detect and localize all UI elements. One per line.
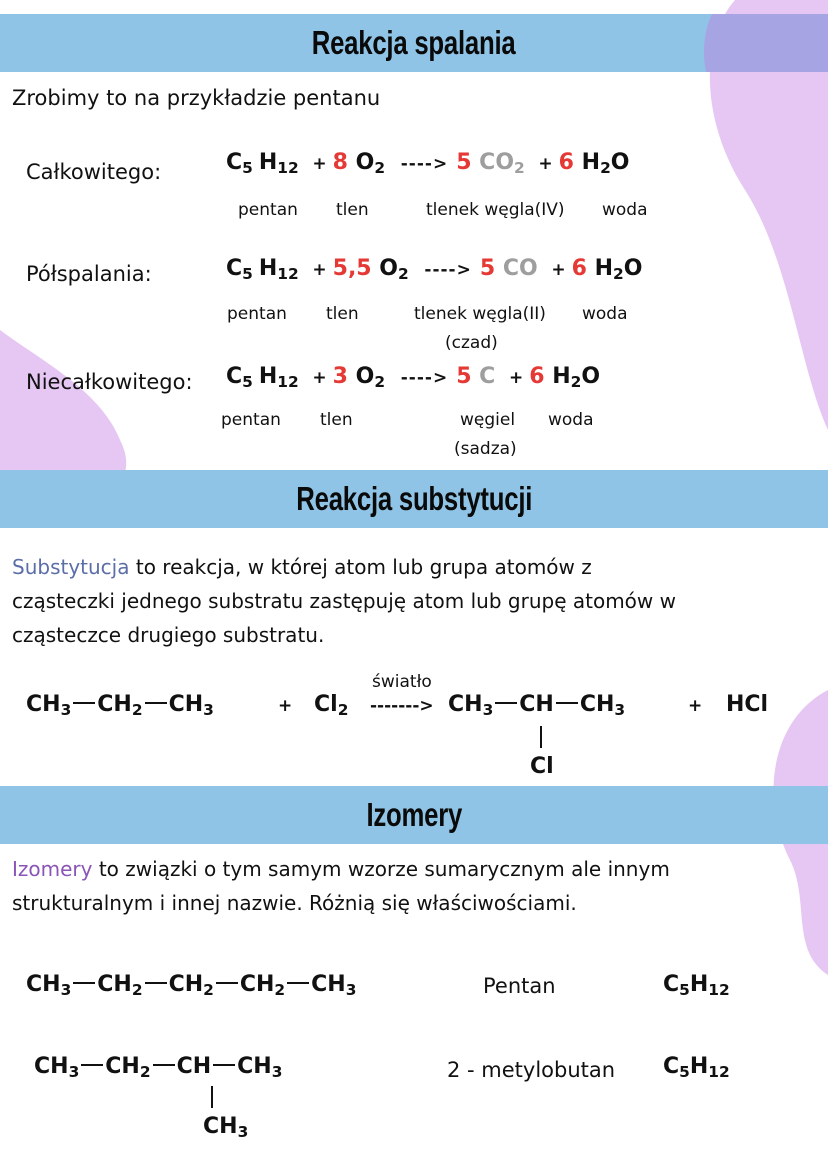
substitution-equation: $CH_3$ $CH_2$ $CH_3$ [26,692,214,719]
name-tlen: tlen [326,304,359,324]
reaction-label-complete: Całkowitego: [26,160,162,184]
hcl-molecule: HCl [726,692,769,717]
name-woda: woda [602,200,648,220]
equation-complete: $C_5$ $H_{12} + 8$ $O_2$ ----> 5 $CO_2 + 6$ $H_2O$ [226,150,630,177]
chlorine-molecule: $Cl_2$ [314,692,349,719]
name-pentan: pentan [221,410,281,430]
methylbutane-structure: $CH_3$ $CH_2$ CH $CH_3$ [34,1054,283,1081]
equation-half: $C_5$ $H_{12} + 5,5$ $O_2$ ----> 5 CO + 6 $H_2O$ [226,256,643,283]
vertical-bond [540,726,542,748]
isomer-definition: Izomery to związki o tym samym wzorze sumarycznym ale innym strukturalnym i innej nazwie. Różnią się właściwościami. [12,857,670,915]
name-product: tlenek węgla(IV) [426,200,565,220]
name-tlen: tlen [336,200,369,220]
equation-incomplete: $C_5$ $H_{12} + 3$ $O_2$ ----> 5 C + 6 $H_2O$ [226,364,601,391]
name-pentan: pentan [227,304,287,324]
isomer-formula: $C_5H_{12}$ [663,972,730,999]
isomer-name: Pentan [483,974,556,998]
plus-sign: + [688,696,703,716]
section-title: Izomery [366,796,462,833]
section-header-substitution [0,470,828,528]
isomer-formula: $C_5H_{12}$ [663,1054,730,1081]
name-product: węgiel [460,410,516,430]
name-note: (czad) [445,333,498,353]
vertical-bond [211,1086,213,1108]
isomer-name: 2 - metylobutan [447,1058,616,1082]
name-pentan: pentan [238,200,298,220]
section-title: Reakcja substytucji [296,480,532,517]
product-chain: $CH_3$ CH $CH_3$ [448,692,626,719]
term-izomery: Izomery [12,857,93,881]
methyl-substituent: $CH_3$ [203,1114,249,1141]
reaction-label-half: Półspalania: [26,262,152,286]
name-woda: woda [548,410,594,430]
reaction-label-incomplete: Niecałkowitego: [26,370,193,394]
name-tlen: tlen [320,410,353,430]
pentane-structure: $CH_3$ $CH_2$ $CH_2$ $CH_2$ $CH_3$ [26,972,357,999]
name-woda: woda [582,304,628,324]
term-substytucja: Substytucja [12,555,130,579]
intro-text: Zrobimy to na przykładzie pentanu [12,86,381,110]
substitution-definition: Substytucja to reakcja, w której atom lub grupa atomów z cząsteczki jednego substratu zastępuję atom lub grupę atomów w cząsteczce drugiego substratu. [12,555,676,647]
reaction-condition: światło [372,672,432,692]
section-header-isomers [0,786,828,844]
reaction-arrow: -------> [370,696,434,716]
name-note: (sadza) [454,439,517,459]
plus-sign: + [278,696,293,716]
name-product: tlenek węgla(II) [414,304,546,324]
chlorine-substituent: Cl [530,754,554,779]
section-title: Reakcja spalania [312,24,516,61]
